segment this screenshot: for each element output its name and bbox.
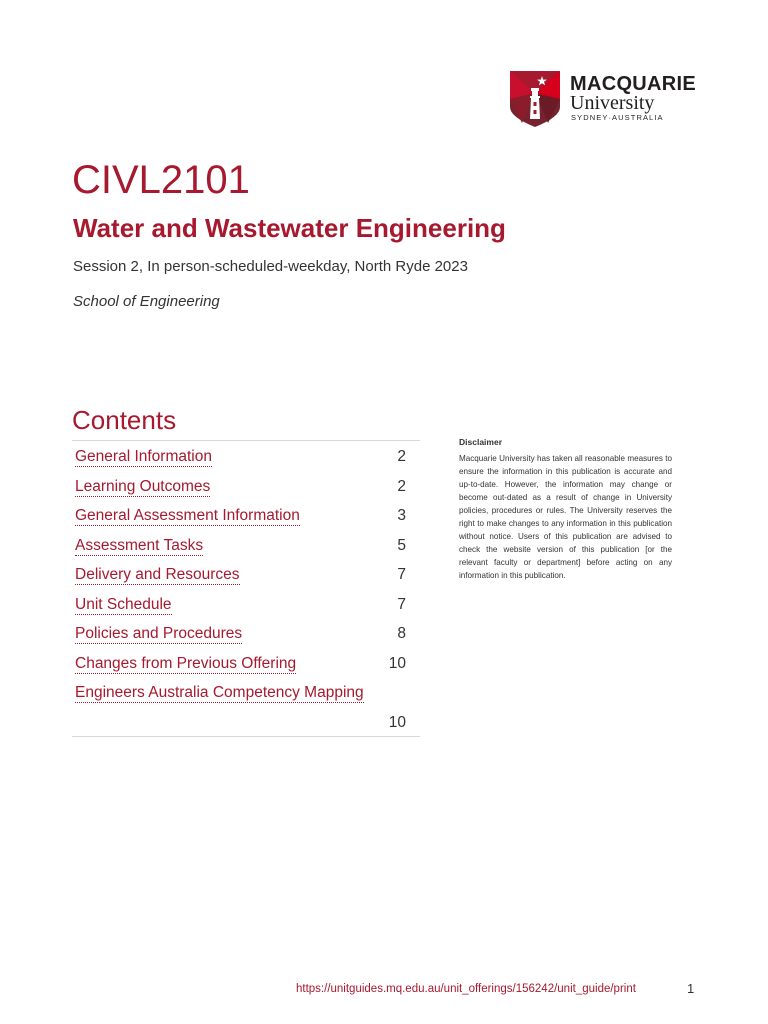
toc-link-unit-schedule[interactable]: Unit Schedule xyxy=(75,595,172,613)
toc-divider xyxy=(72,736,420,737)
toc-page-number: 10 xyxy=(388,714,406,731)
disclaimer-title: Disclaimer xyxy=(459,437,502,447)
logo-location: SYDNEY·AUSTRALIA xyxy=(571,113,664,122)
logo-wordmark: MACQUARIE xyxy=(570,73,697,95)
toc-link-engineers-australia-competency-mapping[interactable]: Engineers Australia Competency Mapping xyxy=(75,684,364,701)
toc-row xyxy=(72,618,420,648)
unit-name: Water and Wastewater Engineering xyxy=(73,213,506,243)
logo-subtitle: University xyxy=(570,92,655,114)
toc-page-number: 8 xyxy=(397,625,406,642)
toc-row xyxy=(72,589,420,619)
university-logo xyxy=(510,71,700,127)
toc-page-number: 2 xyxy=(397,448,406,465)
toc-link-assessment-tasks[interactable]: Assessment Tasks xyxy=(75,536,204,554)
toc-page-number: 10 xyxy=(388,654,406,672)
page-number: 1 xyxy=(687,981,695,996)
footer-url-link[interactable]: https://unitguides.mq.edu.au/unit_offerings/156242/unit_guide/print xyxy=(296,983,636,995)
table-of-contents xyxy=(72,440,420,737)
session-info: Session 2, In person-scheduled-weekday, North Ryde 2023 xyxy=(73,258,468,275)
toc-row xyxy=(72,559,420,589)
toc-page-number: 3 xyxy=(397,507,406,524)
toc-link-general-assessment-information[interactable]: General Assessment Information xyxy=(75,507,300,524)
unit-code: CIVL2101 xyxy=(72,158,250,202)
toc-link-changes-from-previous-offering[interactable]: Changes from Previous Offering xyxy=(75,654,297,672)
toc-row xyxy=(72,441,420,471)
toc-page-number: 2 xyxy=(397,477,406,495)
toc-row xyxy=(72,677,420,736)
toc-row xyxy=(72,500,420,530)
disclaimer-box xyxy=(459,437,672,582)
school-name: School of Engineering xyxy=(73,293,220,310)
toc-page-number: 5 xyxy=(397,536,406,554)
toc-link-policies-and-procedures[interactable]: Policies and Procedures xyxy=(75,625,243,642)
toc-link-general-information[interactable]: General Information xyxy=(75,448,212,465)
contents-heading: Contents xyxy=(72,405,177,435)
disclaimer-text: Macquarie University has taken all reasonable measures to ensure the information in this publication is accurate and up-to-date. However, the information may change or become out-dated as a result of change in University policies, procedures or rules. The University reserves the right to make changes to any information in this publication without notice. Users of this publication are advised to check the website version of this publication [or the relevant faculty or department] before acting on any information in this publication. xyxy=(459,454,672,580)
toc-page-number: 7 xyxy=(397,595,406,613)
toc-link-learning-outcomes[interactable]: Learning Outcomes xyxy=(75,477,211,495)
toc-row xyxy=(72,471,420,501)
toc-row xyxy=(72,648,420,678)
toc-row xyxy=(72,530,420,560)
toc-link-delivery-and-resources[interactable]: Delivery and Resources xyxy=(75,566,240,583)
lighthouse-shield-icon xyxy=(510,71,560,127)
toc-page-number: 7 xyxy=(397,566,406,583)
